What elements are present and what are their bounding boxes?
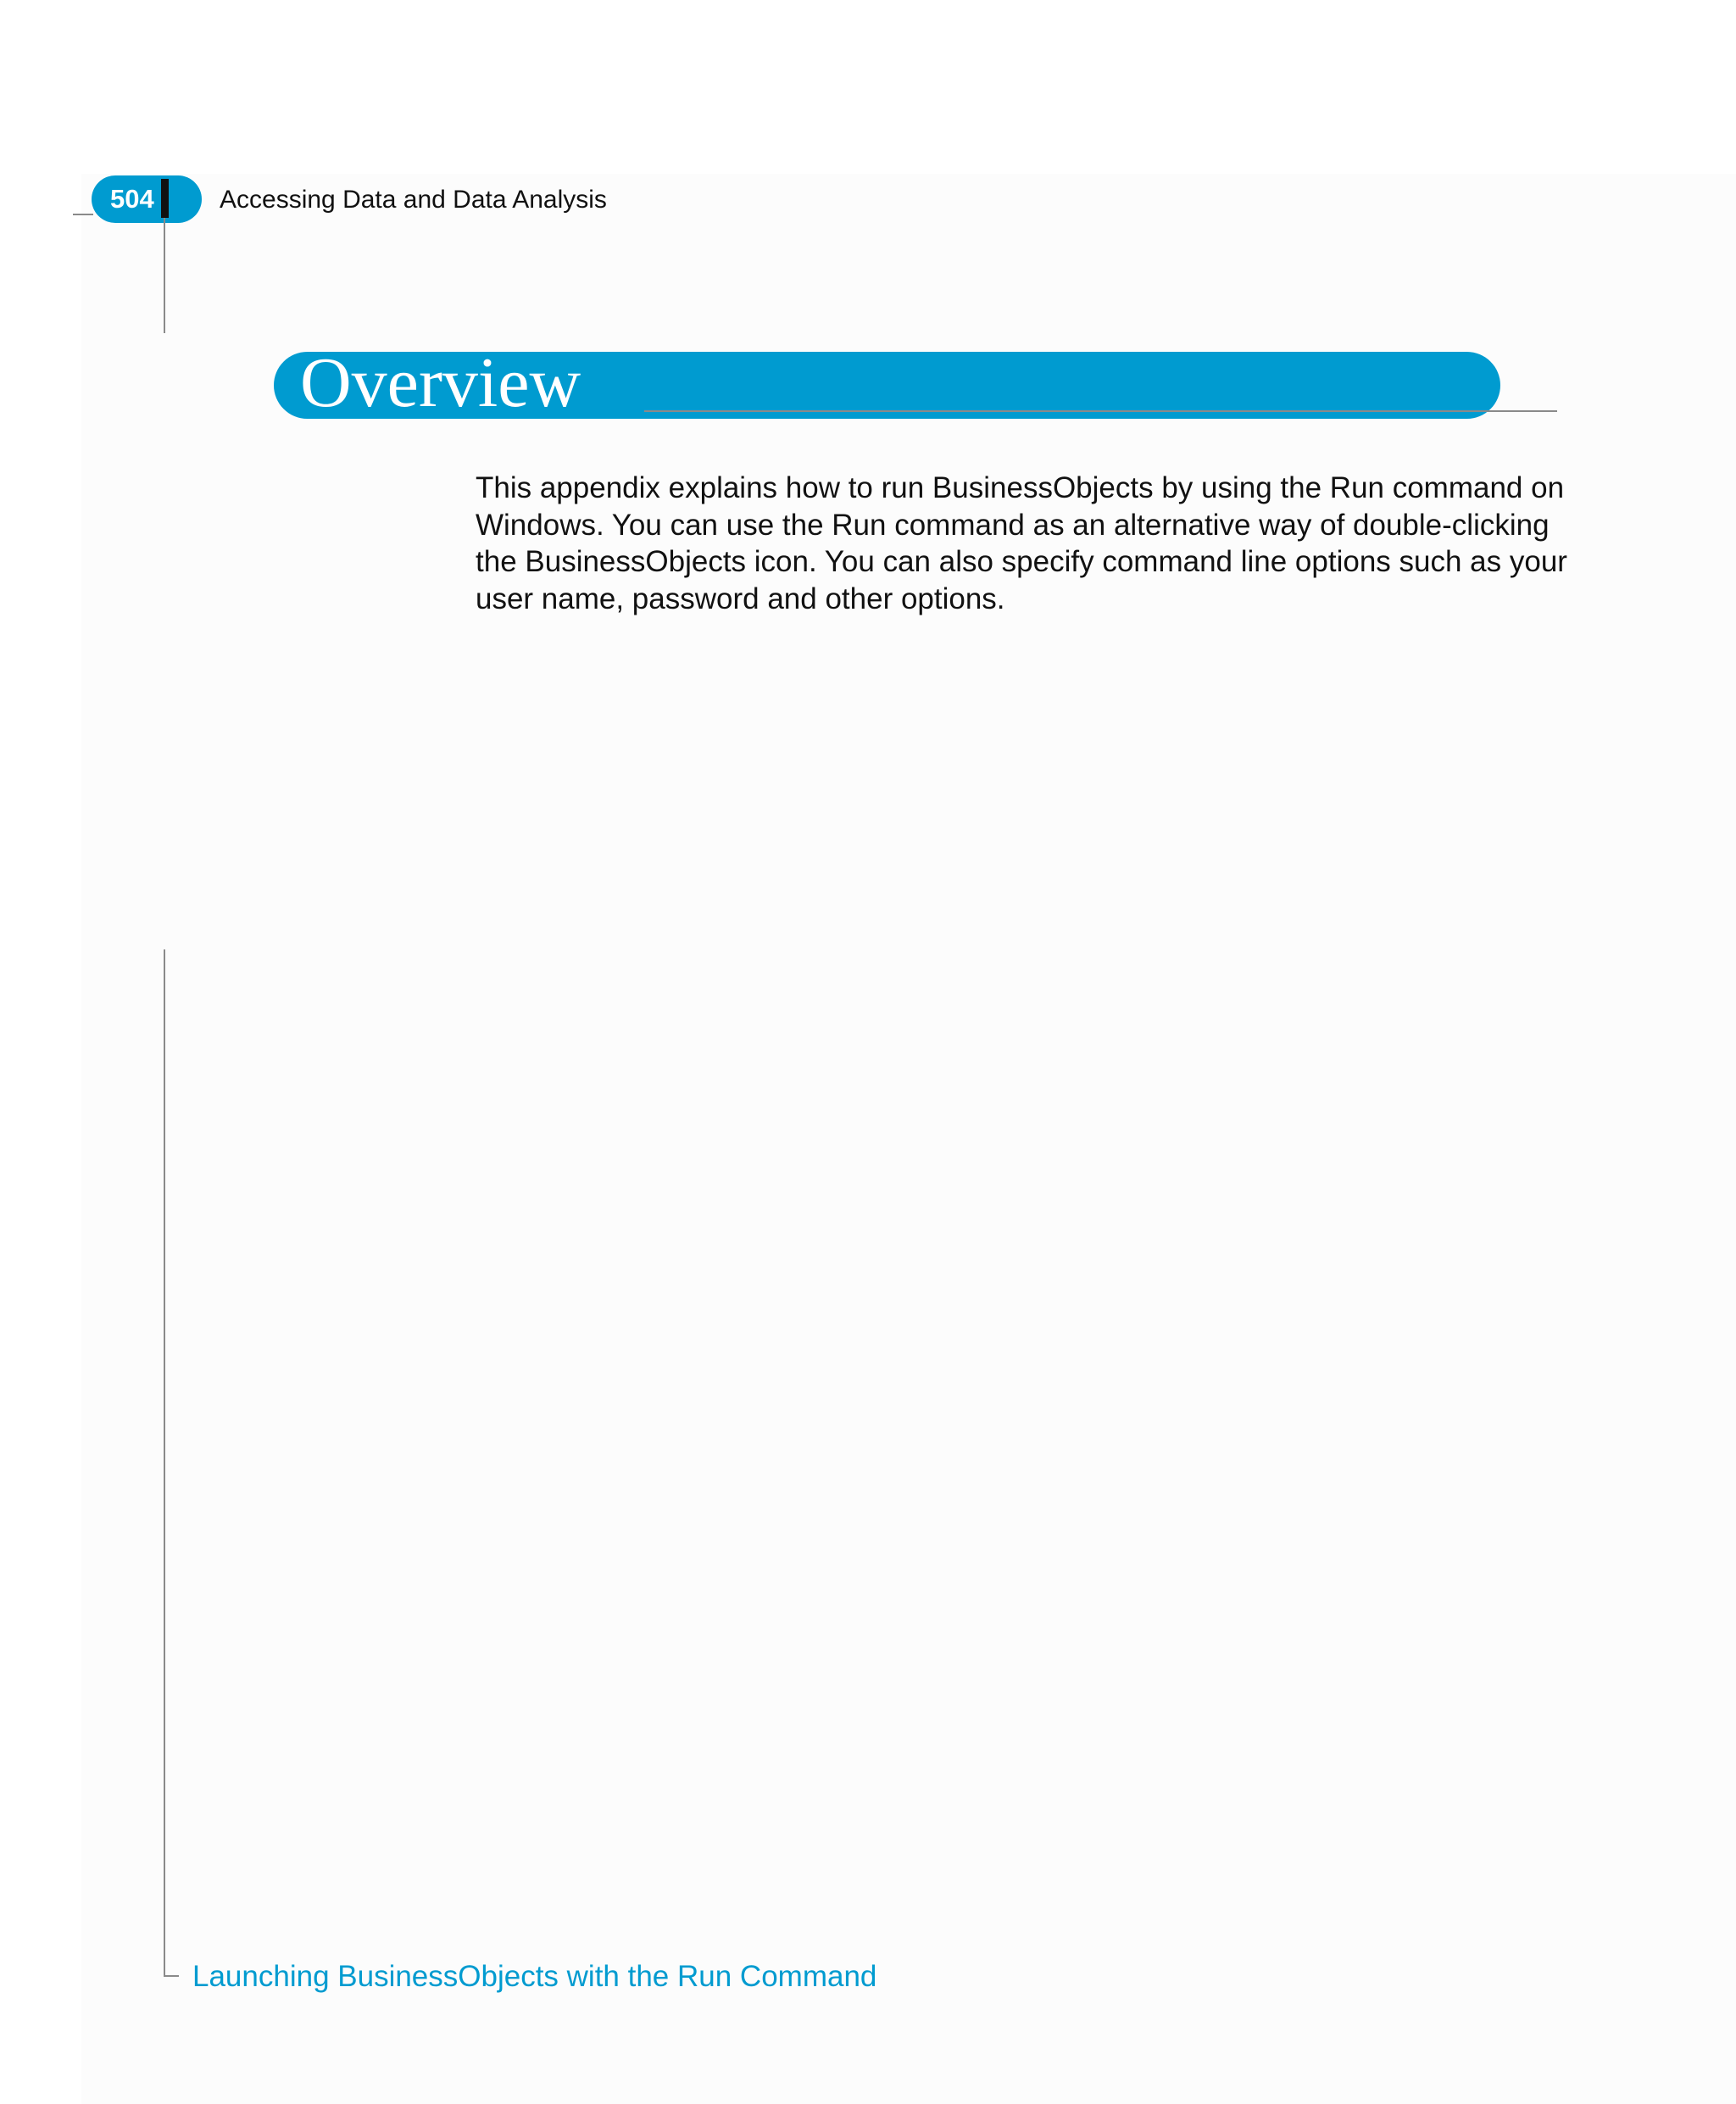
footer-rule [164,1975,179,1977]
body-paragraph: This appendix explains how to run BusinessObjects by using the Run command on Windows. You can use the Run command as an alternative way of double-clicking the BusinessObjects icon. You can also specify command line options such as your user name, password and other options. [476,471,1567,615]
page-background [81,174,1736,2104]
margin-rule-bottom [164,949,165,1977]
footer-chapter-title: Launching BusinessObjects with the Run Command [192,1960,877,1993]
page-number: 504 [110,184,154,214]
section-heading-rule [644,410,1557,412]
page-number-badge [92,175,202,223]
section-title: Overview [300,343,581,422]
header-rule [73,214,93,215]
running-header-title: Accessing Data and Data Analysis [220,186,607,214]
page-number-divider [161,179,169,218]
margin-rule-top [164,218,165,333]
